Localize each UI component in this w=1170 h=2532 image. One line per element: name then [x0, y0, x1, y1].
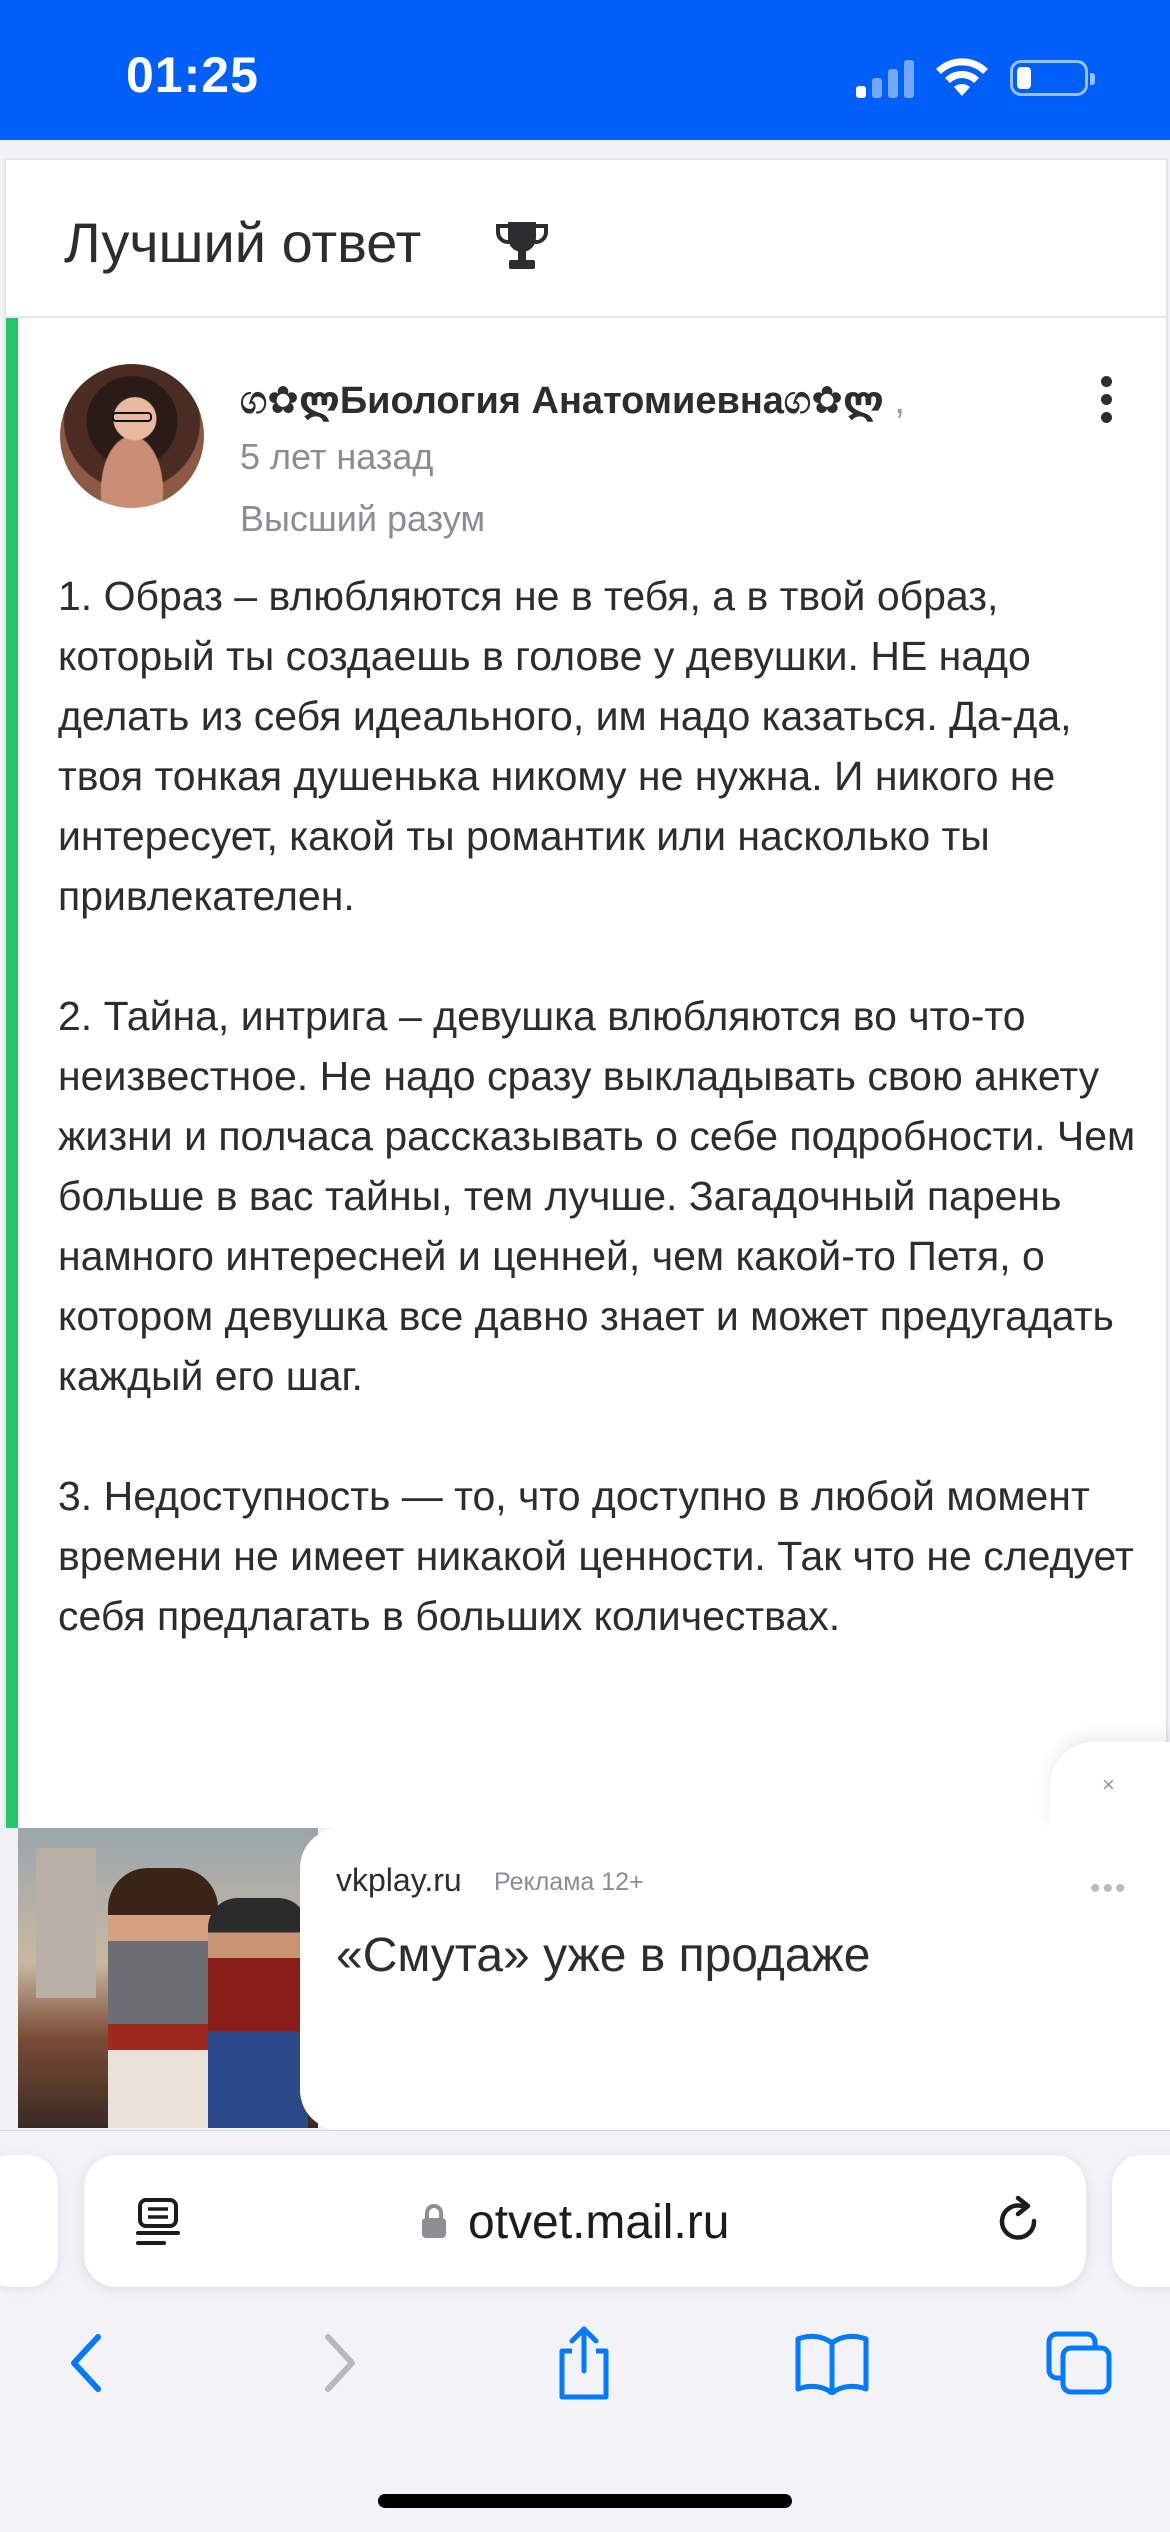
ad-banner[interactable]	[0, 1828, 1170, 2130]
author-name[interactable]	[240, 378, 905, 423]
back-icon[interactable]	[64, 2331, 108, 2395]
ad-headline: «Смута» уже в продаже	[336, 1929, 871, 1982]
answer-paragraph: 1. Образ – влюбляются не в тебя, а в твой образ, который ты создаешь в голове у девушки. НЕ надо делать из себя идеального, им надо казаться. Да-да, твоя тонкая душенька никому не нужна. И никого не интересует, какой ты романтик или насколько ты привлекателен.	[58, 573, 1072, 919]
status-bar	[0, 0, 1170, 140]
cellular-signal-icon	[856, 58, 914, 98]
address-bar[interactable]	[84, 2155, 1086, 2287]
answer-paragraph: 3. Недоступность — то, что доступно в любой момент времени не имеет никакой ценности. Так что не следует себя предлагать в больших количествах.	[58, 1473, 1134, 1639]
ad-image[interactable]	[18, 1828, 318, 2128]
share-button[interactable]	[544, 2323, 624, 2403]
more-options-icon[interactable]	[1096, 376, 1116, 428]
battery-icon	[1010, 60, 1088, 96]
home-indicator[interactable]	[378, 2494, 792, 2508]
forward-icon[interactable]	[318, 2331, 362, 2395]
close-icon[interactable]: ×	[1102, 1772, 1115, 1797]
ad-domain: vkplay.ru	[336, 1862, 462, 1898]
trophy-icon	[494, 220, 550, 272]
answer-paragraph: 2. Тайна, интрига – девушка влюбляются во что-то неизвестное. Не надо сразу выкладывать свою анкету жизни и полчаса рассказывать о себе подробности. Чем больше в вас тайны, тем лучше. Загадочный парень намного интересней и ценней, чем какой-то Петя, о котором девушка все давно знает и может предугадать каждый его шаг.	[58, 993, 1136, 1399]
previous-tab-peek[interactable]	[0, 2155, 58, 2287]
answer-text	[58, 566, 1158, 1706]
best-answer-card	[4, 158, 1168, 2118]
browser-bottom-bar	[0, 2130, 1170, 2532]
tabs-icon[interactable]	[1045, 2330, 1115, 2396]
bookmarks-icon[interactable]	[794, 2331, 870, 2395]
ad-more-icon[interactable]: •••	[1090, 1872, 1128, 1905]
lock-icon	[420, 2203, 448, 2239]
reload-icon[interactable]	[992, 2195, 1046, 2249]
best-answer-title: Лучший ответ	[64, 211, 422, 274]
author-name-comma: ,	[894, 380, 905, 422]
status-time: 01:25	[126, 47, 259, 103]
reader-icon[interactable]	[134, 2197, 182, 2247]
bookmarks-button[interactable]	[792, 2323, 872, 2403]
card-header	[6, 160, 1166, 318]
share-icon[interactable]	[552, 2325, 616, 2401]
author-rank: Высший разум	[240, 498, 486, 539]
ad-body[interactable]	[300, 1828, 1170, 2130]
wifi-icon	[934, 56, 990, 98]
back-button[interactable]	[46, 2323, 126, 2403]
author-name-text[interactable]: ග✿ლБиология Анатомиевнаග✿ლ	[240, 380, 884, 422]
url-text[interactable]: otvet.mail.ru	[468, 2196, 730, 2249]
tabs-button[interactable]	[1040, 2323, 1120, 2403]
avatar[interactable]	[60, 364, 204, 508]
forward-button[interactable]	[300, 2323, 380, 2403]
next-tab-peek[interactable]	[1112, 2155, 1170, 2287]
ad-label: Реклама 12+	[494, 1868, 644, 1896]
answer-time: 5 лет назад	[240, 436, 434, 477]
